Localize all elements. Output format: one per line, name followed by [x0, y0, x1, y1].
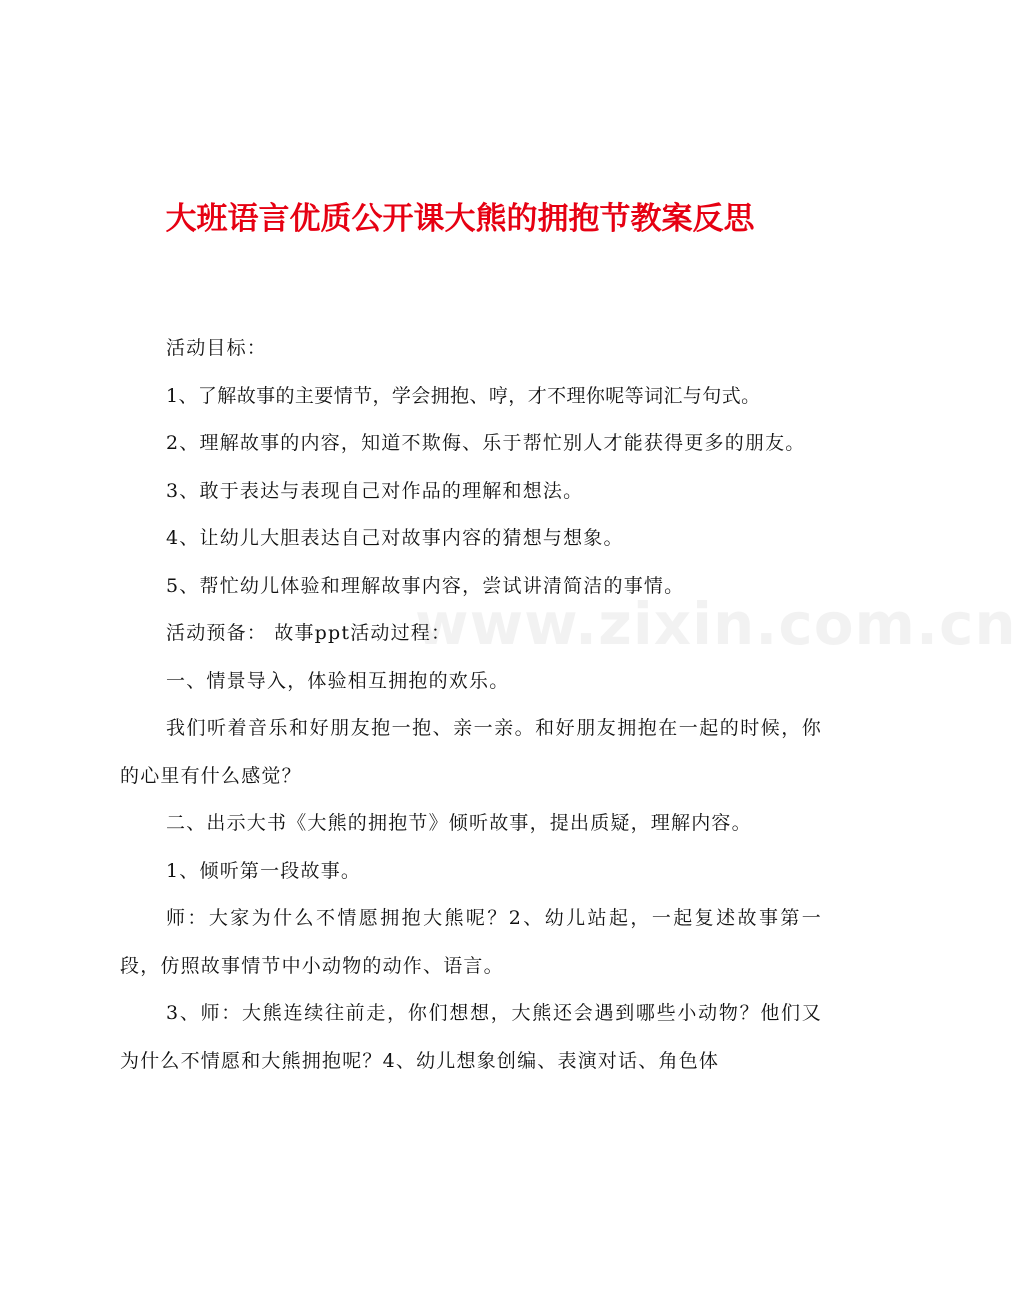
- paragraph: 一、情景导入，体验相互拥抱的欢乐。: [166, 669, 510, 692]
- paragraph: 1、了解故事的主要情节，学会拥抱、哼，才不理你呢等词汇与句式。: [166, 384, 761, 407]
- watermark: www.zixin.com.cn: [415, 590, 1017, 658]
- page-title: 大班语言优质公开课大熊的拥抱节教案反思: [165, 201, 755, 237]
- paragraph: 5、帮忙幼儿体验和理解故事内容，尝试讲清简洁的事情。: [166, 574, 685, 597]
- paragraph: 3、敢于表达与表现自己对作品的理解和想法。: [166, 479, 584, 502]
- paragraph: 师：大家为什么不情愿拥抱大熊呢？2、幼儿站起，一起复述故事第一段，仿照故事情节中小动物的动作、语言。: [120, 907, 822, 977]
- paragraph: 活动目标：: [166, 337, 268, 359]
- paragraph: 二、出示大书《大熊的拥抱节》倾听故事，提出质疑，理解内容。: [166, 812, 752, 834]
- paragraph: 活动预备： 故事ppt活动过程：: [166, 622, 452, 644]
- paragraph: 2、理解故事的内容，知道不欺侮、乐于帮忙别人才能获得更多的朋友。: [166, 432, 806, 454]
- document-body: [120, 325, 822, 1085]
- paragraph: 3、师：大熊连续往前走，你们想想，大熊还会遇到哪些小动物？他们又为什么不情愿和大熊拥抱呢？4、幼儿想象创编、表演对话、角色体: [120, 1002, 822, 1072]
- paragraph: 1、倾听第一段故事。: [166, 859, 362, 882]
- paragraph: 4、让幼儿大胆表达自己对故事内容的猜想与想象。: [166, 527, 624, 549]
- paragraph: 我们听着音乐和好朋友抱一抱、亲一亲。和好朋友拥抱在一起的时候，你的心里有什么感觉？: [120, 717, 822, 787]
